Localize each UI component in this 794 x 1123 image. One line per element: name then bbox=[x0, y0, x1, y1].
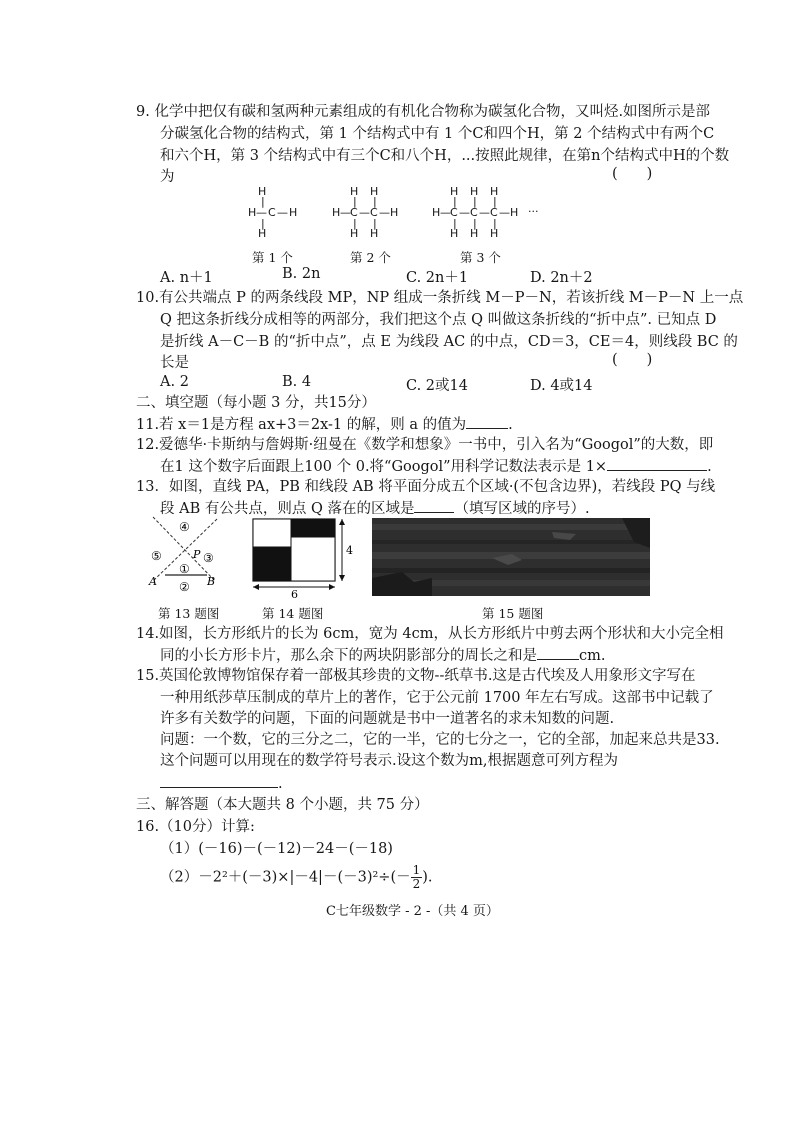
q10-line2: Q 把这条折线分成相等的两部分，我们把这个点 Q 叫做这条折线的“折中点”. 已知点 D bbox=[160, 312, 717, 328]
label-b: B bbox=[207, 575, 216, 588]
q16-part2 bbox=[160, 864, 433, 896]
q13-text: 段 AB 有公共点，则点 Q 落在的区域是 bbox=[160, 501, 415, 517]
q9-line2: 分碳氢化合物的结构式，第 1 个结构式中有 1 个C和四个H，第 2 个结构式中有两个C bbox=[160, 126, 715, 142]
ellipsis: ··· bbox=[528, 205, 539, 218]
bond: | bbox=[373, 217, 377, 230]
atom-c: C bbox=[450, 206, 458, 219]
q15-answer-line bbox=[160, 773, 283, 794]
arrow-down bbox=[339, 575, 345, 581]
q13-line1: 13．如图，直线 PA，PB 和线段 AB 将平面分成五个区域·(不包含边界)，若线段 PQ 与线 bbox=[136, 479, 716, 495]
q12-line1: 12.爱德华·卡斯纳与詹姆斯·纽曼在《数学和想象》一书中，引入名为“Googol”的大数，即 bbox=[136, 437, 714, 453]
q16-part1: （1）(－16)－(－12)－24－(－18) bbox=[160, 841, 393, 857]
bond: | bbox=[453, 195, 457, 208]
bond: | bbox=[373, 195, 377, 208]
methane-structure bbox=[246, 185, 306, 245]
q11-answer-blank[interactable] bbox=[466, 414, 508, 429]
bond: | bbox=[353, 217, 357, 230]
atom-h: H bbox=[248, 206, 257, 219]
bond: — bbox=[440, 206, 451, 219]
q13-text-end: （填写区域的序号）. bbox=[454, 501, 590, 517]
fraction-denominator: 2 bbox=[412, 877, 421, 891]
q12-end: . bbox=[707, 459, 712, 475]
q12-answer-blank[interactable] bbox=[607, 456, 707, 471]
q9-line1: 9. 化学中把仅有碳和氢两种元素组成的有机化合物称为碳氢化合物，又叫烃.如图所示是部 bbox=[136, 104, 711, 120]
q9-option-c: C. 2n＋1 bbox=[406, 270, 469, 286]
q15-line1: 15.英国伦敦博物馆保存着一部极其珍贵的文物--纸草书.这是古代埃及人用象形文字写在 bbox=[136, 668, 696, 684]
q14-text: 同的小长方形卡片，那么余下的两块阴影部分的周长之和是 bbox=[160, 648, 537, 664]
figure-13-caption: 第 13 题图 bbox=[158, 606, 220, 621]
small-card-2 bbox=[291, 537, 335, 581]
bond: | bbox=[261, 217, 265, 230]
bond: — bbox=[256, 206, 267, 219]
q13-answer-blank[interactable] bbox=[414, 498, 454, 513]
bond: — bbox=[479, 206, 490, 219]
q9-option-d: D. 2n＋2 bbox=[530, 270, 593, 286]
figure-15-papyrus-image bbox=[372, 518, 650, 596]
region-3: ③ bbox=[203, 551, 214, 565]
label-p: P bbox=[193, 548, 201, 561]
q10-option-b: B. 4 bbox=[282, 374, 312, 390]
atom-h: H bbox=[289, 206, 298, 219]
shaded-region-top bbox=[291, 519, 335, 537]
figure-15-caption: 第 15 题图 bbox=[482, 606, 544, 621]
q9-answer-bracket: ( ) bbox=[612, 166, 653, 182]
atom-h: H bbox=[490, 227, 499, 240]
q15-line4: 问题：一个数，它的三分之二，它的一半，它的七分之一，它的全部，加起来总共是33. bbox=[160, 732, 720, 748]
atom-h: H bbox=[432, 206, 441, 219]
atom-c: C bbox=[268, 206, 276, 219]
q16-title: 16.（10分）计算: bbox=[136, 819, 255, 835]
atom-c: C bbox=[370, 206, 378, 219]
bond: | bbox=[473, 195, 477, 208]
q10-option-c: C. 2或14 bbox=[406, 378, 468, 394]
bond: | bbox=[473, 217, 477, 230]
q9-caption-2: 第 2 个 bbox=[350, 250, 391, 265]
bond: — bbox=[277, 206, 288, 219]
atom-h: H bbox=[258, 185, 267, 198]
q12-line2 bbox=[160, 456, 712, 477]
bond: — bbox=[459, 206, 470, 219]
q10-line3: 是折线 A－C－B 的“折中点”，点 E 为线段 AC 的中点，CD＝3，CE＝4，则线段 BC 的 bbox=[160, 334, 738, 350]
bond: — bbox=[359, 206, 370, 219]
figure-14-caption: 第 14 题图 bbox=[262, 606, 324, 621]
page-footer: C七年级数学 - 2 -（共 4 页） bbox=[326, 904, 499, 919]
region-1: ① bbox=[179, 562, 190, 576]
q16-part2-expression: （2）－2²＋(－3)×|－4|－(－3)²÷(－ bbox=[160, 869, 411, 886]
q11 bbox=[136, 414, 513, 435]
section-3-heading: 三、解答题（本大题共 8 个小题，共 75 分） bbox=[136, 797, 429, 813]
fraction-numerator: 1 bbox=[412, 863, 421, 877]
atom-h: H bbox=[450, 227, 459, 240]
atom-h: H bbox=[350, 185, 359, 198]
q15-line2: 一种用纸莎草压制成的草片上的著作，它于公元前 1700 年左右写成。这部书中记载了 bbox=[160, 690, 714, 706]
height-label: 4 bbox=[346, 544, 353, 557]
atom-h: H bbox=[490, 185, 499, 198]
q9-line3: 和六个H，第 3 个结构式中有三个C和八个H，...按照此规律，在第n个结构式中H的个数 bbox=[160, 148, 730, 164]
q14-unit: cm. bbox=[579, 648, 606, 664]
region-5: ⑤ bbox=[151, 549, 162, 563]
bond: | bbox=[261, 195, 265, 208]
q9-option-b: B. 2n bbox=[282, 266, 321, 282]
region-2: ② bbox=[179, 580, 190, 594]
atom-h: H bbox=[510, 206, 519, 219]
atom-c: C bbox=[470, 206, 478, 219]
arrow-left bbox=[253, 584, 259, 590]
q16-part2-end: ). bbox=[422, 869, 433, 886]
shaded-region-bottom bbox=[253, 547, 291, 581]
atom-h: H bbox=[332, 206, 341, 219]
q10-line1: 10.有公共端点 P 的两条线段 MP，NP 组成一条折线 M－P－N，若该折线 M－P－N 上一点 bbox=[136, 290, 744, 306]
atom-h: H bbox=[470, 227, 479, 240]
q11-end: . bbox=[508, 417, 513, 433]
propane-structure bbox=[430, 185, 550, 245]
bond: | bbox=[493, 217, 497, 230]
q15-end: . bbox=[278, 776, 283, 792]
atom-h: H bbox=[370, 227, 379, 240]
atom-h: H bbox=[258, 227, 267, 240]
small-card-1 bbox=[253, 519, 291, 547]
q10-answer-bracket: ( ) bbox=[612, 352, 653, 368]
bond: — bbox=[340, 206, 351, 219]
bond: — bbox=[499, 206, 510, 219]
bond: | bbox=[493, 195, 497, 208]
q10-line4: 长是 bbox=[160, 355, 189, 371]
bond: — bbox=[379, 206, 390, 219]
atom-h: H bbox=[470, 185, 479, 198]
atom-h: H bbox=[350, 227, 359, 240]
figure-13 bbox=[145, 515, 225, 597]
atom-c: C bbox=[490, 206, 498, 219]
label-a: A bbox=[149, 575, 157, 588]
q14-line2 bbox=[160, 645, 605, 666]
width-label: 6 bbox=[291, 588, 298, 599]
q14-answer-blank[interactable] bbox=[537, 645, 579, 660]
section-2-heading: 二、填空题（每小题 3 分，共15分） bbox=[136, 395, 376, 411]
atom-c: C bbox=[350, 206, 358, 219]
bond: | bbox=[453, 217, 457, 230]
arrow-right bbox=[329, 584, 335, 590]
ethane-structure bbox=[330, 185, 410, 245]
region-4: ④ bbox=[179, 520, 190, 534]
atom-h: H bbox=[370, 185, 379, 198]
q15-line3: 许多有关数学的问题，下面的问题就是书中一道著名的求未知数的问题. bbox=[160, 711, 615, 727]
figure-14 bbox=[245, 517, 355, 599]
q14-line1: 14.如图，长方形纸片的长为 6cm，宽为 4cm，从长方形纸片中剪去两个形状和大小完全相 bbox=[136, 626, 724, 642]
bond: | bbox=[353, 195, 357, 208]
q9-option-a: A. n＋1 bbox=[160, 270, 213, 286]
arrow-up bbox=[339, 519, 345, 525]
atom-h: H bbox=[450, 185, 459, 198]
q9-caption-1: 第 1 个 bbox=[252, 250, 293, 265]
q9-line4: 为 bbox=[160, 169, 175, 185]
q12-text: 在1 这个数字后面跟上100 个 0.将“Googol”用科学记数法表示是 1× bbox=[160, 459, 608, 475]
q11-text: 11.若 x＝1是方程 ax+3＝2x-1 的解，则 a 的值为 bbox=[136, 417, 467, 433]
q10-option-d: D. 4或14 bbox=[530, 378, 593, 394]
q15-line5: 这个问题可以用现在的数学符号表示.设这个数为m,根据题意可列方程为 bbox=[160, 753, 618, 769]
q9-caption-3: 第 3 个 bbox=[460, 250, 501, 265]
fraction-one-half bbox=[411, 864, 423, 891]
atom-h: H bbox=[390, 206, 399, 219]
q10-option-a: A. 2 bbox=[160, 374, 189, 390]
q15-answer-blank[interactable] bbox=[160, 773, 278, 788]
